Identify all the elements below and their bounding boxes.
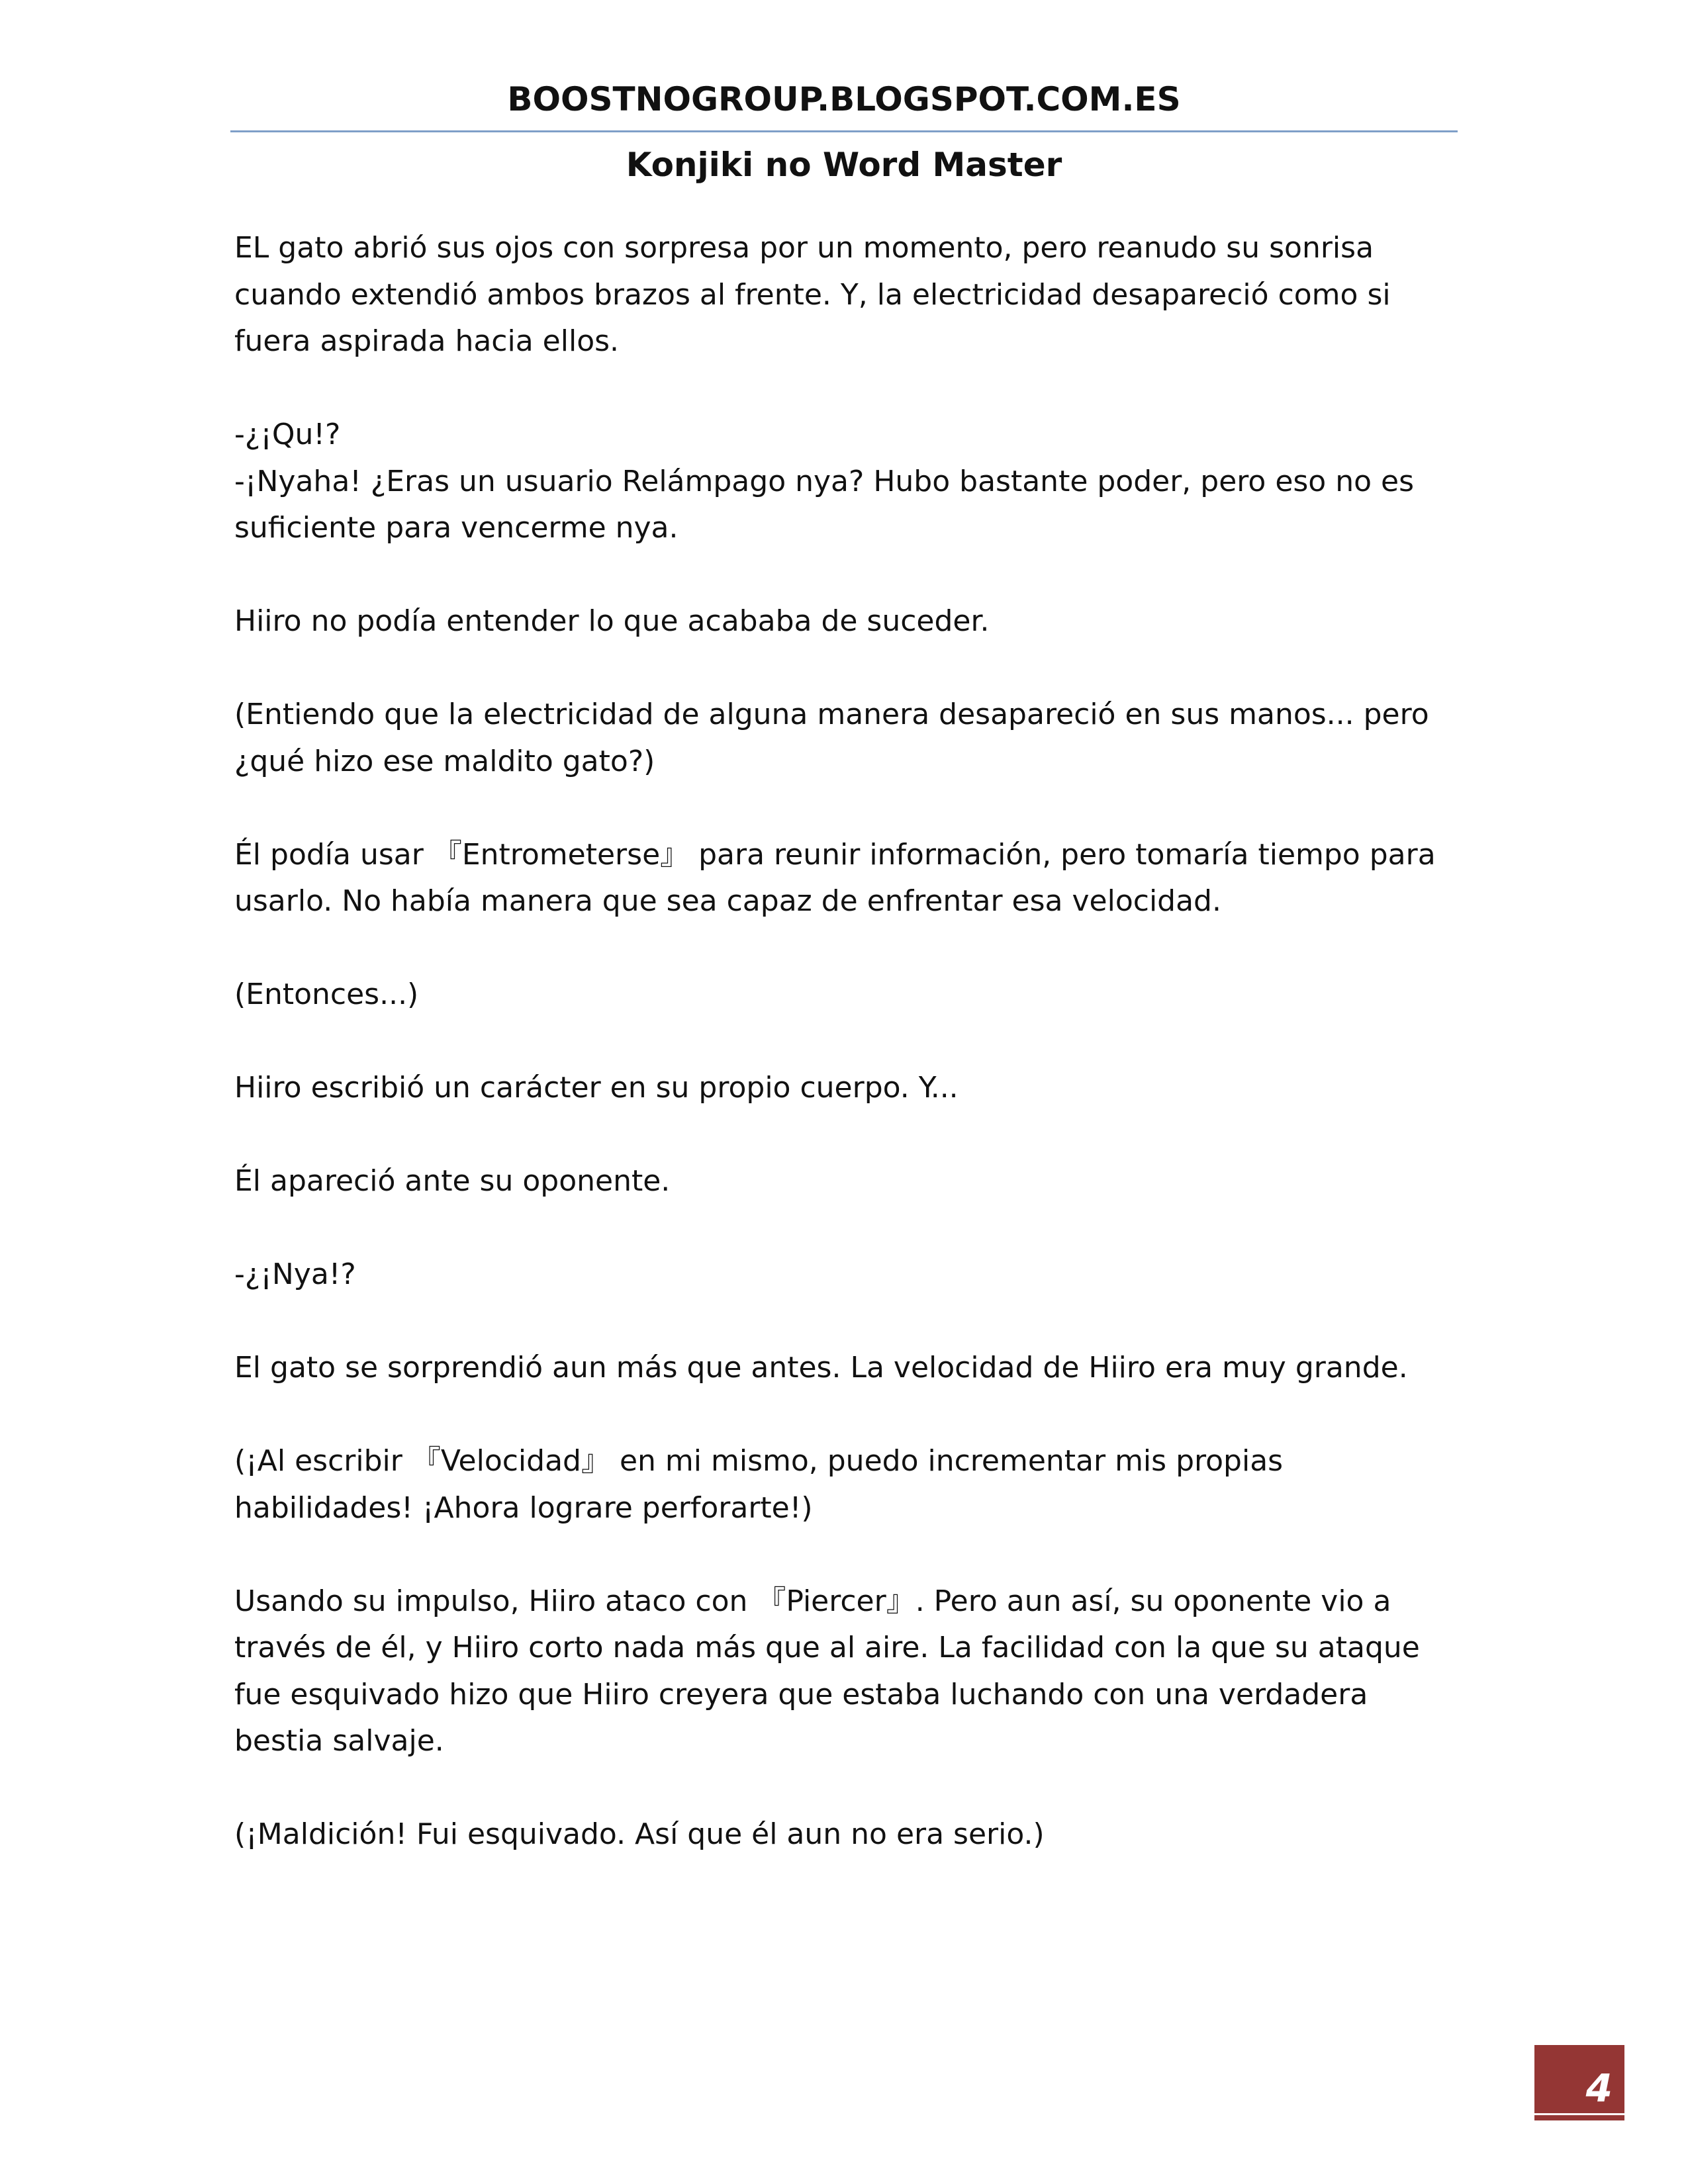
site-title: BOOSTNOGROUP.BLOGSPOT.COM.ES	[507, 80, 1181, 118]
paragraph: (Entonces...)	[234, 978, 419, 1011]
dialogue-line: -¡Nyaha! ¿Eras un usuario Relámpago nya? Hubo bastante poder, pero eso no es suficiente para vencerme nya.	[234, 464, 1423, 545]
paragraph: Él podía usar 『Entrometerse』 para reunir información, pero tomaría tiempo para usarlo. No había manera que sea capaz de enfrentar esa velocidad.	[234, 837, 1445, 918]
paragraph: EL gato abrió sus ojos con sorpresa por un momento, pero reanudo su sonrisa cuando extendió ambos brazos al frente. Y, la electricidad desapareció como si fuera aspirada hacia ellos.	[234, 231, 1400, 358]
paragraph: El gato se sorprendió aun más que antes. La velocidad de Hiiro era muy grande.	[234, 1351, 1408, 1385]
paragraph: Usando su impulso, Hiiro ataco con 『Piercer』. Pero aun así, su oponente vio a través de él, y Hiiro corto nada más que al aire. La facilidad con la que su ataque fue esquivado hizo que Hiiro creyera que estaba luchando con una verdadera bestia salvaje.	[234, 1584, 1429, 1758]
paragraph: (Entiendo que la electricidad de alguna manera desapareció en sus manos... pero ¿qué hizo ese maldito gato?)	[234, 698, 1438, 778]
paragraph: Hiiro no podía entender lo que acababa de suceder.	[234, 604, 990, 638]
paragraph: (¡Al escribir 『Velocidad』 en mi mismo, puedo incrementar mis propias habilidades! ¡Ahora lograre perforarte!)	[234, 1444, 1293, 1525]
dialogue-line: -¿¡Nya!?	[234, 1257, 356, 1291]
document-body	[234, 225, 1452, 1905]
page-number-underline	[1534, 2113, 1624, 2115]
page-header	[230, 76, 1458, 188]
dialogue-line: -¿¡Qu!?	[234, 418, 341, 451]
header-divider	[230, 130, 1458, 132]
page-number-badge	[1534, 2045, 1624, 2120]
page-number: 4	[1585, 2066, 1613, 2111]
paragraph: Él apareció ante su oponente.	[234, 1164, 671, 1198]
paragraph: (¡Maldición! Fui esquivado. Así que él aun no era serio.)	[234, 1817, 1045, 1851]
paragraph: Hiiro escribió un carácter en su propio cuerpo. Y...	[234, 1071, 959, 1105]
document-title: Konjiki no Word Master	[626, 146, 1062, 184]
